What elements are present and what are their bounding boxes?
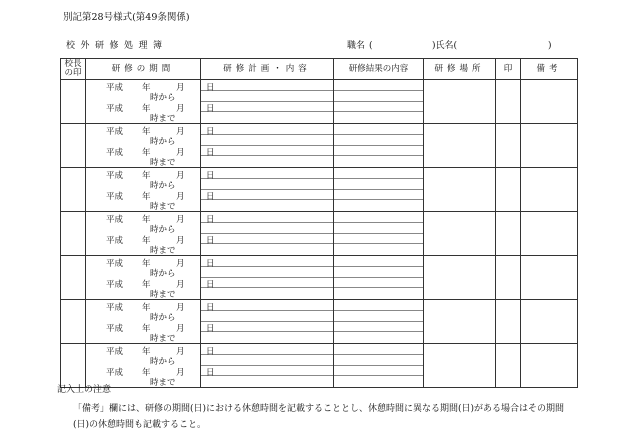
column-header-remarks: 備考 — [521, 59, 578, 80]
period-month-start: 月 — [176, 127, 185, 137]
principal-seal-cell[interactable] — [61, 168, 86, 212]
period-month-start: 月 — [176, 83, 185, 93]
period-year-end: 年 — [142, 236, 151, 246]
period-day-end: 日 — [206, 324, 215, 334]
entry-line[interactable] — [334, 80, 423, 91]
period-day-start: 日 — [206, 171, 215, 181]
entry-line[interactable] — [201, 278, 333, 289]
period-day-start: 日 — [206, 215, 215, 225]
entry-line[interactable] — [201, 80, 333, 91]
period-year-start: 年 — [142, 127, 151, 137]
entry-line[interactable] — [201, 156, 333, 167]
period-era-end: 平成 — [106, 280, 124, 290]
principal-seal-cell[interactable] — [61, 212, 86, 256]
period-month-start: 月 — [176, 215, 185, 225]
column-header-location: 研修場所 — [424, 59, 496, 80]
entry-line[interactable] — [334, 311, 423, 322]
period-to-label: 時まで — [150, 114, 176, 124]
entry-line[interactable] — [334, 267, 423, 278]
result-content-cell[interactable] — [334, 344, 424, 388]
period-month-start: 月 — [176, 259, 185, 269]
form-number-label: 別記第28号様式(第49条関係) — [63, 12, 190, 23]
period-era-end: 平成 — [106, 324, 124, 334]
period-cell[interactable] — [86, 256, 215, 300]
entry-line[interactable] — [201, 223, 333, 234]
entry-line[interactable] — [334, 212, 423, 223]
period-era-end: 平成 — [106, 192, 124, 202]
seal-cell[interactable] — [496, 212, 521, 256]
entry-line[interactable] — [201, 322, 333, 333]
seal-cell[interactable] — [496, 300, 521, 344]
entry-line[interactable] — [201, 332, 333, 343]
period-era-end: 平成 — [106, 368, 124, 378]
table-row — [61, 80, 578, 124]
job-title-field-open[interactable]: ( — [369, 41, 373, 51]
period-year-end: 年 — [142, 280, 151, 290]
period-month-start: 月 — [176, 171, 185, 181]
table-row — [61, 300, 578, 344]
period-from-label: 時から — [150, 137, 176, 147]
entry-line[interactable] — [334, 244, 423, 255]
entry-line[interactable] — [201, 124, 333, 135]
period-year-end: 年 — [142, 192, 151, 202]
principal-seal-cell[interactable] — [61, 80, 86, 124]
period-era-start: 平成 — [106, 303, 124, 313]
period-month-end: 月 — [176, 368, 185, 378]
period-day-start: 日 — [206, 83, 215, 93]
entry-line[interactable] — [334, 332, 423, 343]
remarks-cell[interactable] — [521, 300, 578, 344]
period-year-start: 年 — [142, 303, 151, 313]
period-to-label: 時まで — [150, 158, 176, 168]
principal-seal-cell[interactable] — [61, 124, 86, 168]
table-row — [61, 212, 578, 256]
plan-content-cell[interactable] — [201, 300, 334, 344]
entry-line[interactable] — [201, 234, 333, 245]
period-era-start: 平成 — [106, 127, 124, 137]
column-header-principal-seal: 校長の印 — [61, 59, 86, 80]
period-day-end: 日 — [206, 104, 215, 114]
period-month-end: 月 — [176, 148, 185, 158]
entry-line[interactable] — [334, 376, 423, 387]
entry-line[interactable] — [334, 278, 423, 289]
plan-content-cell[interactable] — [201, 168, 334, 212]
entry-line[interactable] — [334, 300, 423, 311]
training-record-table — [60, 58, 578, 388]
document-title: 校外研修処理簿 — [66, 41, 168, 51]
period-to-label: 時まで — [150, 378, 176, 388]
remarks-cell[interactable] — [521, 80, 578, 124]
notes-text: 「備考」欄には、研修の期間(日)における休憩時間を記載することとし、休憩時間に異なる期間(日)がある場合はその期間(日)の休憩時間も記載すること。 — [73, 404, 565, 430]
column-header-period: 研修の期間 — [86, 59, 201, 80]
entry-line[interactable] — [201, 244, 333, 255]
entry-line[interactable] — [201, 179, 333, 190]
period-era-start: 平成 — [106, 171, 124, 181]
period-day-start: 日 — [206, 259, 215, 269]
location-cell[interactable] — [424, 300, 496, 344]
period-year-start: 年 — [142, 347, 151, 357]
period-year-end: 年 — [142, 368, 151, 378]
period-day-end: 日 — [206, 148, 215, 158]
table-row — [61, 124, 578, 168]
result-content-cell[interactable] — [334, 124, 424, 168]
period-year-start: 年 — [142, 171, 151, 181]
job-title-label: 職名 — [347, 41, 366, 51]
entry-line[interactable] — [334, 146, 423, 157]
entry-line[interactable] — [334, 179, 423, 190]
entry-line[interactable] — [201, 102, 333, 113]
entry-line[interactable] — [334, 124, 423, 135]
period-era-start: 平成 — [106, 215, 124, 225]
entry-line[interactable] — [334, 256, 423, 267]
plan-content-cell[interactable] — [201, 212, 334, 256]
period-year-start: 年 — [142, 83, 151, 93]
entry-line[interactable] — [334, 223, 423, 234]
entry-line[interactable] — [201, 355, 333, 366]
entry-line[interactable] — [334, 168, 423, 179]
period-from-label: 時から — [150, 357, 176, 367]
period-to-label: 時まで — [150, 334, 176, 344]
result-content-cell[interactable] — [334, 256, 424, 300]
entry-line[interactable] — [334, 234, 423, 245]
location-cell[interactable] — [424, 80, 496, 124]
entry-line[interactable] — [201, 376, 333, 387]
period-day-end: 日 — [206, 236, 215, 246]
period-day-start: 日 — [206, 127, 215, 137]
notes-heading: 記入上の注意 — [57, 385, 112, 395]
entry-line[interactable] — [201, 146, 333, 157]
result-content-cell[interactable] — [334, 212, 424, 256]
location-cell[interactable] — [424, 168, 496, 212]
period-from-label: 時から — [150, 225, 176, 235]
seal-cell[interactable] — [496, 256, 521, 300]
period-from-label: 時から — [150, 313, 176, 323]
period-day-start: 日 — [206, 303, 215, 313]
period-year-start: 年 — [142, 215, 151, 225]
entry-line[interactable] — [201, 366, 333, 377]
entry-line[interactable] — [201, 135, 333, 146]
period-month-end: 月 — [176, 236, 185, 246]
entry-line[interactable] — [334, 135, 423, 146]
table-row — [61, 256, 578, 300]
entry-line[interactable] — [201, 200, 333, 211]
entry-line[interactable] — [334, 288, 423, 299]
entry-line[interactable] — [334, 366, 423, 377]
period-to-label: 時まで — [150, 202, 176, 212]
entry-line[interactable] — [334, 112, 423, 123]
period-month-start: 月 — [176, 303, 185, 313]
entry-line[interactable] — [334, 102, 423, 113]
entry-line[interactable] — [201, 267, 333, 278]
period-to-label: 時まで — [150, 290, 176, 300]
entry-line[interactable] — [201, 311, 333, 322]
period-day-end: 日 — [206, 280, 215, 290]
period-year-end: 年 — [142, 324, 151, 334]
period-day-start: 日 — [206, 347, 215, 357]
period-year-start: 年 — [142, 259, 151, 269]
table-row — [61, 168, 578, 212]
remarks-cell[interactable] — [521, 168, 578, 212]
location-cell[interactable] — [424, 344, 496, 388]
remarks-cell[interactable] — [521, 256, 578, 300]
period-month-end: 月 — [176, 324, 185, 334]
plan-content-cell[interactable] — [201, 344, 334, 388]
entry-line[interactable] — [334, 322, 423, 333]
period-month-end: 月 — [176, 280, 185, 290]
period-from-label: 時から — [150, 269, 176, 279]
period-month-end: 月 — [176, 192, 185, 202]
remarks-cell[interactable] — [521, 212, 578, 256]
name-field-close: ) — [548, 41, 552, 51]
entry-line[interactable] — [201, 288, 333, 299]
entry-line[interactable] — [201, 212, 333, 223]
period-cell[interactable] — [86, 212, 215, 256]
seal-cell[interactable] — [496, 80, 521, 124]
column-header-seal: 印 — [496, 59, 521, 80]
period-to-label: 時まで — [150, 246, 176, 256]
location-cell[interactable] — [424, 256, 496, 300]
plan-content-cell[interactable] — [201, 124, 334, 168]
period-cell[interactable] — [86, 80, 215, 124]
entry-line[interactable] — [334, 344, 423, 355]
location-cell[interactable] — [424, 212, 496, 256]
remarks-cell[interactable] — [521, 124, 578, 168]
entry-line[interactable] — [334, 190, 423, 201]
entry-line[interactable] — [334, 91, 423, 102]
period-era-end: 平成 — [106, 236, 124, 246]
period-month-start: 月 — [176, 347, 185, 357]
period-cell[interactable] — [86, 124, 215, 168]
period-day-end: 日 — [206, 192, 215, 202]
period-era-start: 平成 — [106, 347, 124, 357]
period-year-end: 年 — [142, 104, 151, 114]
period-from-label: 時から — [150, 181, 176, 191]
seal-cell[interactable] — [496, 124, 521, 168]
result-content-cell[interactable] — [334, 168, 424, 212]
period-cell[interactable] — [86, 300, 215, 344]
principal-seal-cell[interactable] — [61, 300, 86, 344]
entry-line[interactable] — [201, 168, 333, 179]
entry-line[interactable] — [201, 300, 333, 311]
result-content-cell[interactable] — [334, 300, 424, 344]
entry-line[interactable] — [201, 91, 333, 102]
entry-line[interactable] — [334, 355, 423, 366]
seal-cell[interactable] — [496, 344, 521, 388]
principal-seal-cell[interactable] — [61, 344, 86, 388]
column-header-result: 研修結果の内容 — [334, 59, 424, 80]
period-cell[interactable] — [86, 344, 215, 388]
table-row — [61, 344, 578, 388]
principal-seal-cell[interactable] — [61, 256, 86, 300]
plan-content-cell[interactable] — [201, 80, 334, 124]
period-cell[interactable] — [86, 168, 215, 212]
entry-line[interactable] — [201, 344, 333, 355]
column-header-plan: 研修計画・内容 — [201, 59, 334, 80]
period-month-end: 月 — [176, 104, 185, 114]
entry-line[interactable] — [334, 156, 423, 167]
period-era-start: 平成 — [106, 259, 124, 269]
period-era-end: 平成 — [106, 148, 124, 158]
period-era-end: 平成 — [106, 104, 124, 114]
period-from-label: 時から — [150, 93, 176, 103]
remarks-cell[interactable] — [521, 344, 578, 388]
entry-line[interactable] — [201, 190, 333, 201]
period-day-end: 日 — [206, 368, 215, 378]
seal-cell[interactable] — [496, 168, 521, 212]
period-era-start: 平成 — [106, 83, 124, 93]
location-cell[interactable] — [424, 124, 496, 168]
entry-line[interactable] — [201, 112, 333, 123]
period-year-end: 年 — [142, 148, 151, 158]
result-content-cell[interactable] — [334, 80, 424, 124]
name-label[interactable]: )氏名( — [432, 41, 458, 51]
entry-line[interactable] — [334, 200, 423, 211]
plan-content-cell[interactable] — [201, 256, 334, 300]
entry-line[interactable] — [201, 256, 333, 267]
table-header-row — [61, 59, 578, 80]
